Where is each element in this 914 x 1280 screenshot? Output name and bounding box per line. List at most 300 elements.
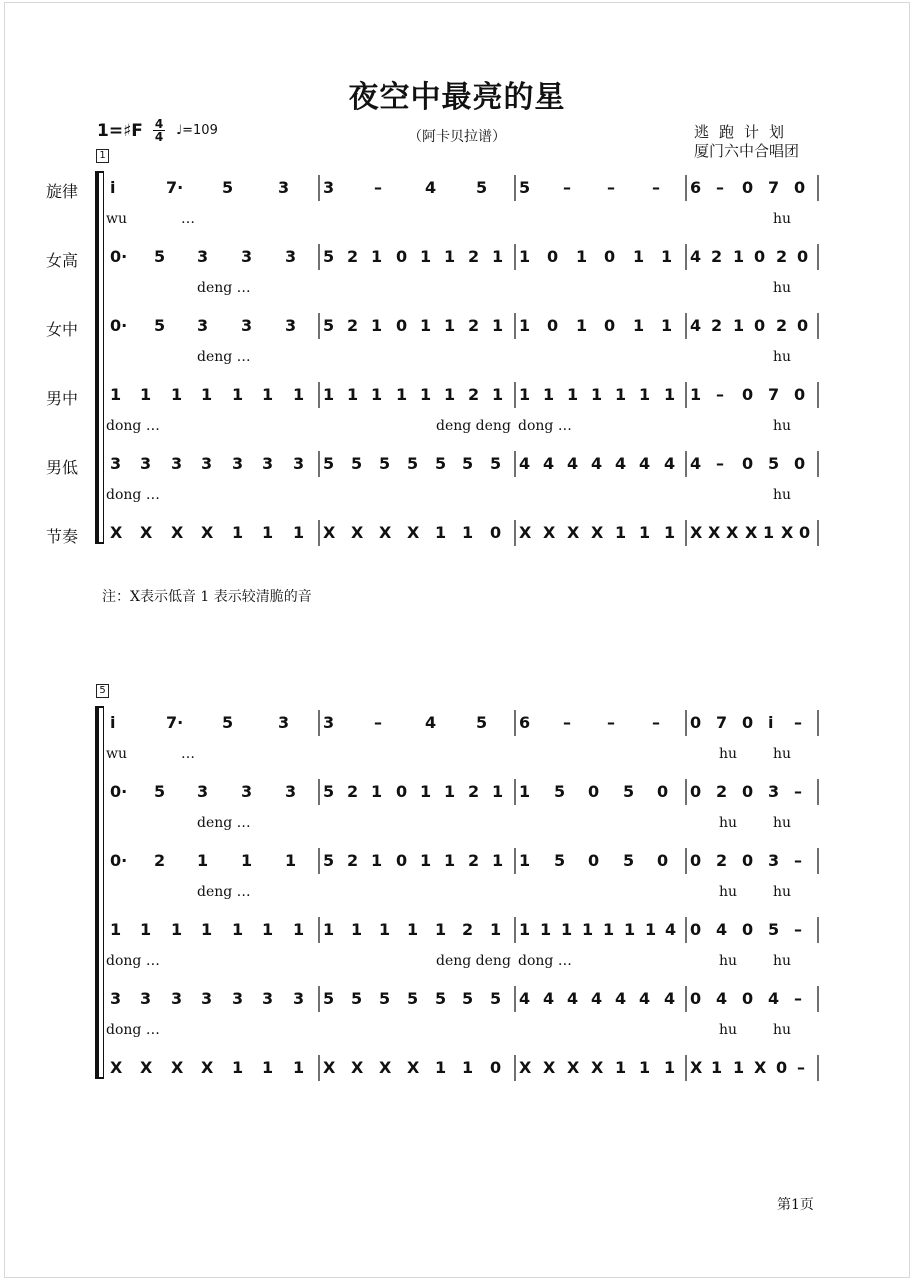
- note: 1: [661, 247, 673, 266]
- note: X: [110, 523, 123, 542]
- note-row: [106, 986, 821, 1010]
- note: 1: [371, 385, 383, 404]
- note: 1: [140, 385, 152, 404]
- note: X: [726, 523, 739, 542]
- note: 4: [665, 920, 677, 939]
- lyric: hu: [773, 280, 792, 296]
- note: 1: [661, 316, 673, 335]
- note: i: [110, 713, 116, 732]
- note: 5: [323, 316, 335, 335]
- note: 2: [347, 782, 359, 801]
- note: X: [323, 1058, 336, 1077]
- note-row: [106, 313, 821, 337]
- note: X: [171, 1058, 184, 1077]
- note: 1: [519, 385, 531, 404]
- part-label: 男低: [46, 458, 79, 477]
- author: 逃跑计划: [694, 123, 795, 141]
- note: 0: [742, 713, 754, 732]
- note: 4: [591, 454, 603, 473]
- note: 1: [624, 920, 636, 939]
- note: 1: [171, 385, 183, 404]
- note: 5: [623, 782, 635, 801]
- note: 1: [435, 1058, 447, 1077]
- lyric: hu: [773, 487, 792, 503]
- note: 1: [396, 385, 408, 404]
- note: 1: [639, 523, 651, 542]
- note: X: [140, 1058, 153, 1077]
- note: 1: [492, 851, 504, 870]
- lyric-row: [106, 280, 821, 298]
- note: 7: [716, 713, 728, 732]
- note: 1: [444, 782, 456, 801]
- note: 0·: [110, 782, 128, 801]
- note: X: [407, 1058, 420, 1077]
- note: 1: [582, 920, 594, 939]
- note: 1: [407, 920, 419, 939]
- note: 1: [293, 920, 305, 939]
- lyric: hu: [773, 418, 792, 434]
- note: 4: [664, 454, 676, 473]
- part-label: 女高: [46, 251, 79, 270]
- note: 0: [754, 247, 766, 266]
- note: 5: [768, 454, 780, 473]
- note: 5: [490, 989, 502, 1008]
- note: 1: [323, 385, 335, 404]
- note: 1: [371, 782, 383, 801]
- note: 2: [776, 316, 788, 335]
- note: 0: [776, 1058, 788, 1077]
- note: 3: [241, 316, 253, 335]
- note: 3: [197, 782, 209, 801]
- note: –: [716, 385, 724, 404]
- lyric: hu: [773, 349, 792, 365]
- note: 1: [711, 1058, 723, 1077]
- note: X: [201, 523, 214, 542]
- lyric: dong …: [106, 953, 160, 969]
- note: 4: [690, 247, 702, 266]
- note: 0·: [110, 316, 128, 335]
- note: 3: [110, 989, 122, 1008]
- note: 1: [664, 385, 676, 404]
- note: 0: [547, 316, 559, 335]
- note: 1: [420, 385, 432, 404]
- note: 0: [604, 316, 616, 335]
- lyric: deng deng: [436, 953, 511, 969]
- footnote: 注：X表示低音 1 表示较清脆的音: [102, 589, 312, 605]
- note: 1: [444, 851, 456, 870]
- system-line: [103, 706, 104, 1079]
- note: 6: [690, 178, 702, 197]
- note: 4: [716, 920, 728, 939]
- lyric: deng …: [197, 280, 251, 296]
- note: 2: [776, 247, 788, 266]
- note: 7: [768, 178, 780, 197]
- note: 0: [742, 920, 754, 939]
- note: 1: [241, 851, 253, 870]
- note: –: [374, 713, 382, 732]
- note: 1: [664, 1058, 676, 1077]
- tempo-marking: ♩=109: [176, 123, 218, 138]
- note: X: [543, 1058, 556, 1077]
- note: X: [379, 1058, 392, 1077]
- note: 1: [540, 920, 552, 939]
- note-row: [106, 779, 821, 803]
- note: 5: [154, 782, 166, 801]
- note: 1: [140, 920, 152, 939]
- lyric: hu: [719, 815, 738, 831]
- choir-name: 厦门六中合唱团: [694, 142, 800, 160]
- note: 4: [716, 989, 728, 1008]
- note: 4: [567, 454, 579, 473]
- note: X: [591, 523, 604, 542]
- note: 1: [201, 385, 213, 404]
- note: 0: [604, 247, 616, 266]
- barline-layer: [106, 779, 821, 809]
- lyric: dong …: [106, 487, 160, 503]
- note: 5: [323, 989, 335, 1008]
- note: 5: [407, 454, 419, 473]
- barline-layer: [106, 175, 821, 205]
- note: 0: [742, 178, 754, 197]
- lyric: deng …: [197, 349, 251, 365]
- note: 1: [420, 782, 432, 801]
- barline-layer: [106, 710, 821, 740]
- note: 5: [323, 782, 335, 801]
- note: 1: [232, 1058, 244, 1077]
- note: 4: [519, 989, 531, 1008]
- note: 0: [742, 782, 754, 801]
- note: X: [110, 1058, 123, 1077]
- note: 2: [711, 247, 723, 266]
- lyric: deng …: [197, 884, 251, 900]
- note: 5: [407, 989, 419, 1008]
- note: X: [201, 1058, 214, 1077]
- note: 0: [742, 851, 754, 870]
- note: 1: [232, 523, 244, 542]
- system-line: [103, 171, 104, 544]
- note: 0·: [110, 247, 128, 266]
- note: X: [351, 523, 364, 542]
- note: 1: [519, 851, 531, 870]
- note-row: [106, 382, 821, 406]
- note: 0: [396, 316, 408, 335]
- note: –: [794, 713, 802, 732]
- note: 5: [768, 920, 780, 939]
- note: 5: [476, 178, 488, 197]
- note: 7: [768, 385, 780, 404]
- note: 1: [633, 316, 645, 335]
- note: 3: [262, 989, 274, 1008]
- note: 4: [690, 316, 702, 335]
- note: 2: [468, 782, 480, 801]
- note: 0: [690, 920, 702, 939]
- note: 5: [554, 851, 566, 870]
- note: 2: [347, 316, 359, 335]
- note: 2: [347, 247, 359, 266]
- note: 1: [519, 782, 531, 801]
- note: –: [374, 178, 382, 197]
- note: 0: [754, 316, 766, 335]
- note: –: [716, 178, 724, 197]
- note: 4: [425, 713, 437, 732]
- note: 0: [690, 713, 702, 732]
- note: 4: [615, 454, 627, 473]
- note: 1: [171, 920, 183, 939]
- note: 0: [588, 782, 600, 801]
- note: 4: [543, 989, 555, 1008]
- note: 1: [293, 523, 305, 542]
- note: 2: [711, 316, 723, 335]
- note: 7·: [166, 713, 184, 732]
- note: 1: [110, 920, 122, 939]
- note: 2: [468, 247, 480, 266]
- note: 4: [543, 454, 555, 473]
- part-label: 男中: [46, 389, 79, 408]
- note: X: [407, 523, 420, 542]
- subtitle: （阿卡贝拉谱）: [408, 129, 506, 145]
- lyric: hu: [773, 815, 792, 831]
- note: 0: [799, 523, 811, 542]
- note: 4: [639, 454, 651, 473]
- note: 3: [293, 454, 305, 473]
- note-row: [106, 451, 821, 475]
- note: 0: [657, 851, 669, 870]
- note: 5: [222, 713, 234, 732]
- note: 1: [492, 247, 504, 266]
- note-row: [106, 1055, 821, 1079]
- note: 4: [639, 989, 651, 1008]
- note: 5: [323, 247, 335, 266]
- note: –: [652, 178, 660, 197]
- note: 1: [371, 851, 383, 870]
- note: 1: [323, 920, 335, 939]
- lyric: hu: [773, 1022, 792, 1038]
- note: 5: [323, 454, 335, 473]
- lyric: hu: [773, 953, 792, 969]
- lyric: hu: [773, 884, 792, 900]
- note: 5: [554, 782, 566, 801]
- note: 5: [379, 454, 391, 473]
- note: 1: [519, 316, 531, 335]
- note: 3: [232, 454, 244, 473]
- note-row: [106, 848, 821, 872]
- note: i: [110, 178, 116, 197]
- note: 3: [323, 178, 335, 197]
- note: X: [567, 1058, 580, 1077]
- note: 1: [690, 385, 702, 404]
- note: 6: [519, 713, 531, 732]
- note: 3: [241, 782, 253, 801]
- lyric: hu: [719, 746, 738, 762]
- note: 0: [742, 989, 754, 1008]
- measure-number-box: 1: [96, 149, 109, 163]
- lyric-row: [106, 815, 821, 833]
- lyric-row: [106, 953, 821, 971]
- note: 5: [519, 178, 531, 197]
- note: 1: [420, 316, 432, 335]
- note: 5: [462, 989, 474, 1008]
- note: 1: [615, 1058, 627, 1077]
- note: 1: [285, 851, 297, 870]
- note: X: [690, 523, 703, 542]
- note: –: [794, 782, 802, 801]
- note: 0·: [110, 851, 128, 870]
- note: 3: [293, 989, 305, 1008]
- note: 4: [690, 454, 702, 473]
- note: X: [781, 523, 794, 542]
- note: 3: [140, 989, 152, 1008]
- note: 5: [351, 989, 363, 1008]
- note: 0: [742, 385, 754, 404]
- note: 1: [232, 385, 244, 404]
- note: 1: [347, 385, 359, 404]
- note: –: [716, 454, 724, 473]
- note-row: [106, 244, 821, 268]
- note: X: [708, 523, 721, 542]
- note: 2: [468, 851, 480, 870]
- note: 3: [285, 247, 297, 266]
- note: X: [745, 523, 758, 542]
- note: 1: [351, 920, 363, 939]
- note: 5: [435, 454, 447, 473]
- note: X: [171, 523, 184, 542]
- note: –: [563, 178, 571, 197]
- note: 0: [490, 523, 502, 542]
- note: 1: [561, 920, 573, 939]
- note: X: [351, 1058, 364, 1077]
- note: –: [563, 713, 571, 732]
- note: X: [379, 523, 392, 542]
- note: 0: [794, 385, 806, 404]
- note: 2: [468, 385, 480, 404]
- note: 1: [293, 1058, 305, 1077]
- lyric: dong …: [106, 418, 160, 434]
- note: 1: [262, 523, 274, 542]
- page-number: 第1页: [777, 1197, 814, 1213]
- note: X: [519, 523, 532, 542]
- lyric: dong …: [106, 1022, 160, 1038]
- note: 4: [615, 989, 627, 1008]
- note: 1: [490, 920, 502, 939]
- lyric: dong …: [518, 953, 572, 969]
- note: 1: [492, 316, 504, 335]
- time-signature-bottom: 4: [154, 130, 164, 144]
- note: 1: [639, 1058, 651, 1077]
- note: –: [797, 1058, 805, 1077]
- note: 1: [519, 247, 531, 266]
- note: 1: [444, 385, 456, 404]
- note: 1: [733, 1058, 745, 1077]
- note: 1: [576, 247, 588, 266]
- note: 5: [623, 851, 635, 870]
- lyric: hu: [773, 211, 792, 227]
- note: 1: [645, 920, 657, 939]
- note: 5: [476, 713, 488, 732]
- note: 0: [742, 454, 754, 473]
- note: 1: [591, 385, 603, 404]
- note: 4: [425, 178, 437, 197]
- note: 0: [547, 247, 559, 266]
- note: 1: [197, 851, 209, 870]
- measure-number-box: 5: [96, 684, 109, 698]
- barline-layer: [106, 848, 821, 878]
- note: X: [323, 523, 336, 542]
- note: 5: [154, 316, 166, 335]
- note: 1: [519, 920, 531, 939]
- note: –: [794, 989, 802, 1008]
- note: 4: [664, 989, 676, 1008]
- note-row: [106, 175, 821, 199]
- note: 0: [690, 989, 702, 1008]
- note: 2: [462, 920, 474, 939]
- note: 3: [768, 851, 780, 870]
- note: 3: [171, 454, 183, 473]
- lyric: deng deng: [436, 418, 511, 434]
- note: 5: [462, 454, 474, 473]
- note: X: [543, 523, 556, 542]
- time-signature-top: 4: [154, 117, 164, 131]
- lyric: hu: [773, 746, 792, 762]
- note: 3: [285, 782, 297, 801]
- lyric-row: [106, 211, 821, 229]
- note: 5: [154, 247, 166, 266]
- note-row: [106, 710, 821, 734]
- note: 3: [278, 713, 290, 732]
- key-signature: 1=♯F: [97, 121, 143, 141]
- note: –: [794, 920, 802, 939]
- note: 5: [490, 454, 502, 473]
- note: X: [754, 1058, 767, 1077]
- note-row: [106, 520, 821, 544]
- note: 5: [323, 851, 335, 870]
- part-label: 女中: [46, 320, 79, 339]
- note: 0: [396, 247, 408, 266]
- note: 1: [379, 920, 391, 939]
- note: 1: [733, 247, 745, 266]
- note: 0: [690, 851, 702, 870]
- note: 3: [140, 454, 152, 473]
- note: 3: [232, 989, 244, 1008]
- note: 1: [435, 523, 447, 542]
- note: 2: [468, 316, 480, 335]
- lyric-row: [106, 1022, 821, 1040]
- note: –: [652, 713, 660, 732]
- note: 1: [444, 247, 456, 266]
- note: 1: [576, 316, 588, 335]
- note: 1: [262, 1058, 274, 1077]
- lyric: …: [181, 746, 195, 762]
- note: 0: [794, 178, 806, 197]
- note: 1: [462, 1058, 474, 1077]
- note: 1: [262, 385, 274, 404]
- note: 3: [262, 454, 274, 473]
- note: –: [607, 178, 615, 197]
- note: 1: [639, 385, 651, 404]
- lyric-row: [106, 349, 821, 367]
- note: 0: [797, 316, 809, 335]
- note: 2: [716, 851, 728, 870]
- lyric: wu: [106, 746, 127, 762]
- song-title: 夜空中最亮的星: [348, 80, 566, 115]
- note: –: [607, 713, 615, 732]
- note: 1: [603, 920, 615, 939]
- note: 3: [201, 989, 213, 1008]
- note: 1: [462, 523, 474, 542]
- lyric: deng …: [197, 815, 251, 831]
- note: 1: [664, 523, 676, 542]
- lyric: …: [181, 211, 195, 227]
- lyric: dong …: [518, 418, 572, 434]
